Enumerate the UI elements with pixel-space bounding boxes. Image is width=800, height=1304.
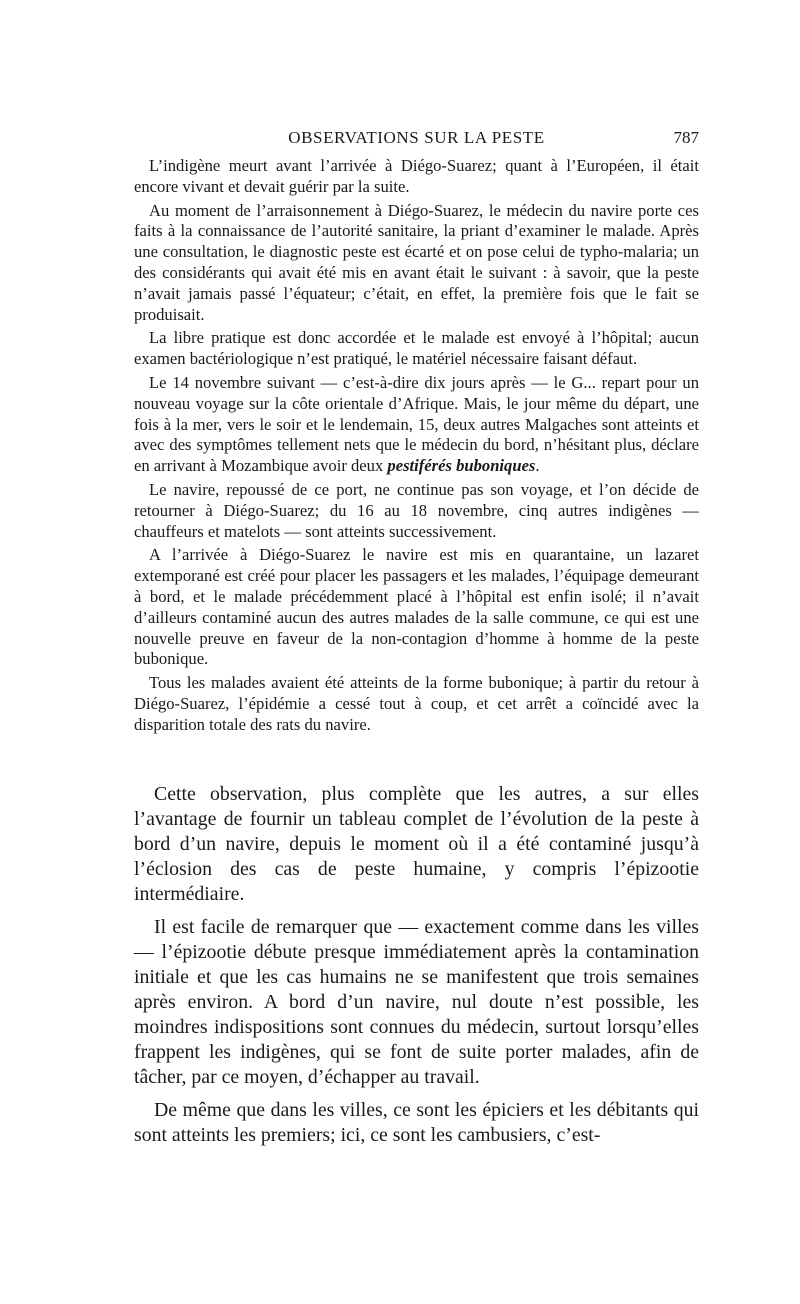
paragraph: [134, 373, 699, 477]
paragraph: Le navire, repoussé de ce port, ne continue pas son voyage, et l’on décide de retourner à Diégo-Suarez; du 16 au 18 novembre, cinq autres indigènes — chauffeurs et matelots — sont atteints successivement.: [134, 479, 699, 541]
paragraph-text: Le 14 novembre suivant — c’est-à-dire dix jours après — le G... repart pour un nouveau voyage sur la côte orientale d’Afrique. Mais, le jour même du départ, une fois à la mer, vers le soir et le lendemain, 15, deux autres Malgaches sont atteints et avec des symptômes tellement nets que le médecin du bord, n’hésitant plus, déclare en arrivant à Mozambique avoir deux: [134, 372, 699, 476]
quoted-observation-block: [134, 156, 699, 736]
paragraph: Il est facile de remarquer que — exactement comme dans les villes — l’épizootie débute presque immédiatement après la contamination initiale et que les cas humains ne se manifestent que trois semaines après environ. A bord d’un navire, nul doute n’est possible, les moindres indispositions sont connues du médecin, surtout lorsqu’elles frappent les indigènes, qui se font de suite porter malades, afin de tâcher, par ce moyen, d’échapper au travail.: [134, 916, 699, 1088]
paragraph: Tous les malades avaient été atteints de la forme bubonique; à partir du retour à Diégo-Suarez, l’épidémie a cessé tout à coup, et cet arrêt a coïncidé avec la disparition totale des rats du navire.: [134, 673, 699, 734]
main-text-block: [134, 782, 699, 1148]
paragraph: L’indigène meurt avant l’arrivée à Diégo-Suarez; quant à l’Européen, il était encore vivant et devait guérir par la suite.: [134, 156, 699, 196]
page-number: 787: [673, 128, 699, 147]
paragraph: Cette observation, plus complète que les autres, a sur elles l’avantage de fournir un tableau complet de l’évolution de la peste à bord d’un navire, depuis le moment où il a été contaminé jusqu’à l’éclosion des cas de peste humaine, y compris l’épizootie intermédiaire.: [134, 783, 699, 905]
paragraph: A l’arrivée à Diégo-Suarez le navire est mis en quarantaine, un lazaret extemporané est créé pour placer les passagers et les malades, l’équipage demeurant à bord, et le malade précédemment placé à l’hôpital est enfin isolé; il n’avait d’ailleurs contaminé aucun des autres malades de la salle commune, ce qui est une nouvelle preuve en faveur de la non-contagion d’homme à homme de la peste bubonique.: [134, 545, 699, 669]
paragraph: De même que dans les villes, ce sont les épiciers et les débitants qui sont atteints les premiers; ici, ce sont les cambusiers, c’est-: [134, 1099, 699, 1146]
paragraph: La libre pratique est donc accordée et le malade est envoyé à l’hôpital; aucun examen bactériologique n’est pratiqué, le matériel nécessaire faisant défaut.: [134, 328, 699, 369]
running-title: OBSERVATIONS SUR LA PESTE: [288, 128, 545, 147]
running-header: [134, 128, 699, 152]
emphasized-term: pestiférés buboniques: [387, 456, 536, 476]
paragraph-text: .: [535, 456, 540, 476]
paragraph: Au moment de l’arraisonnement à Diégo-Suarez, le médecin du navire porte ces faits à la connaissance de l’autorité sanitaire, la priant d’examiner le malade. Après une consultation, le diagnostic peste est écarté et on pose celui de typho-malaria; un des considérants qui avait été mis en avant était le suivant : à savoir, que la peste n’avait jamais passé l’équateur; c’était, en effet, la première fois que le fait se produisait.: [134, 200, 699, 324]
